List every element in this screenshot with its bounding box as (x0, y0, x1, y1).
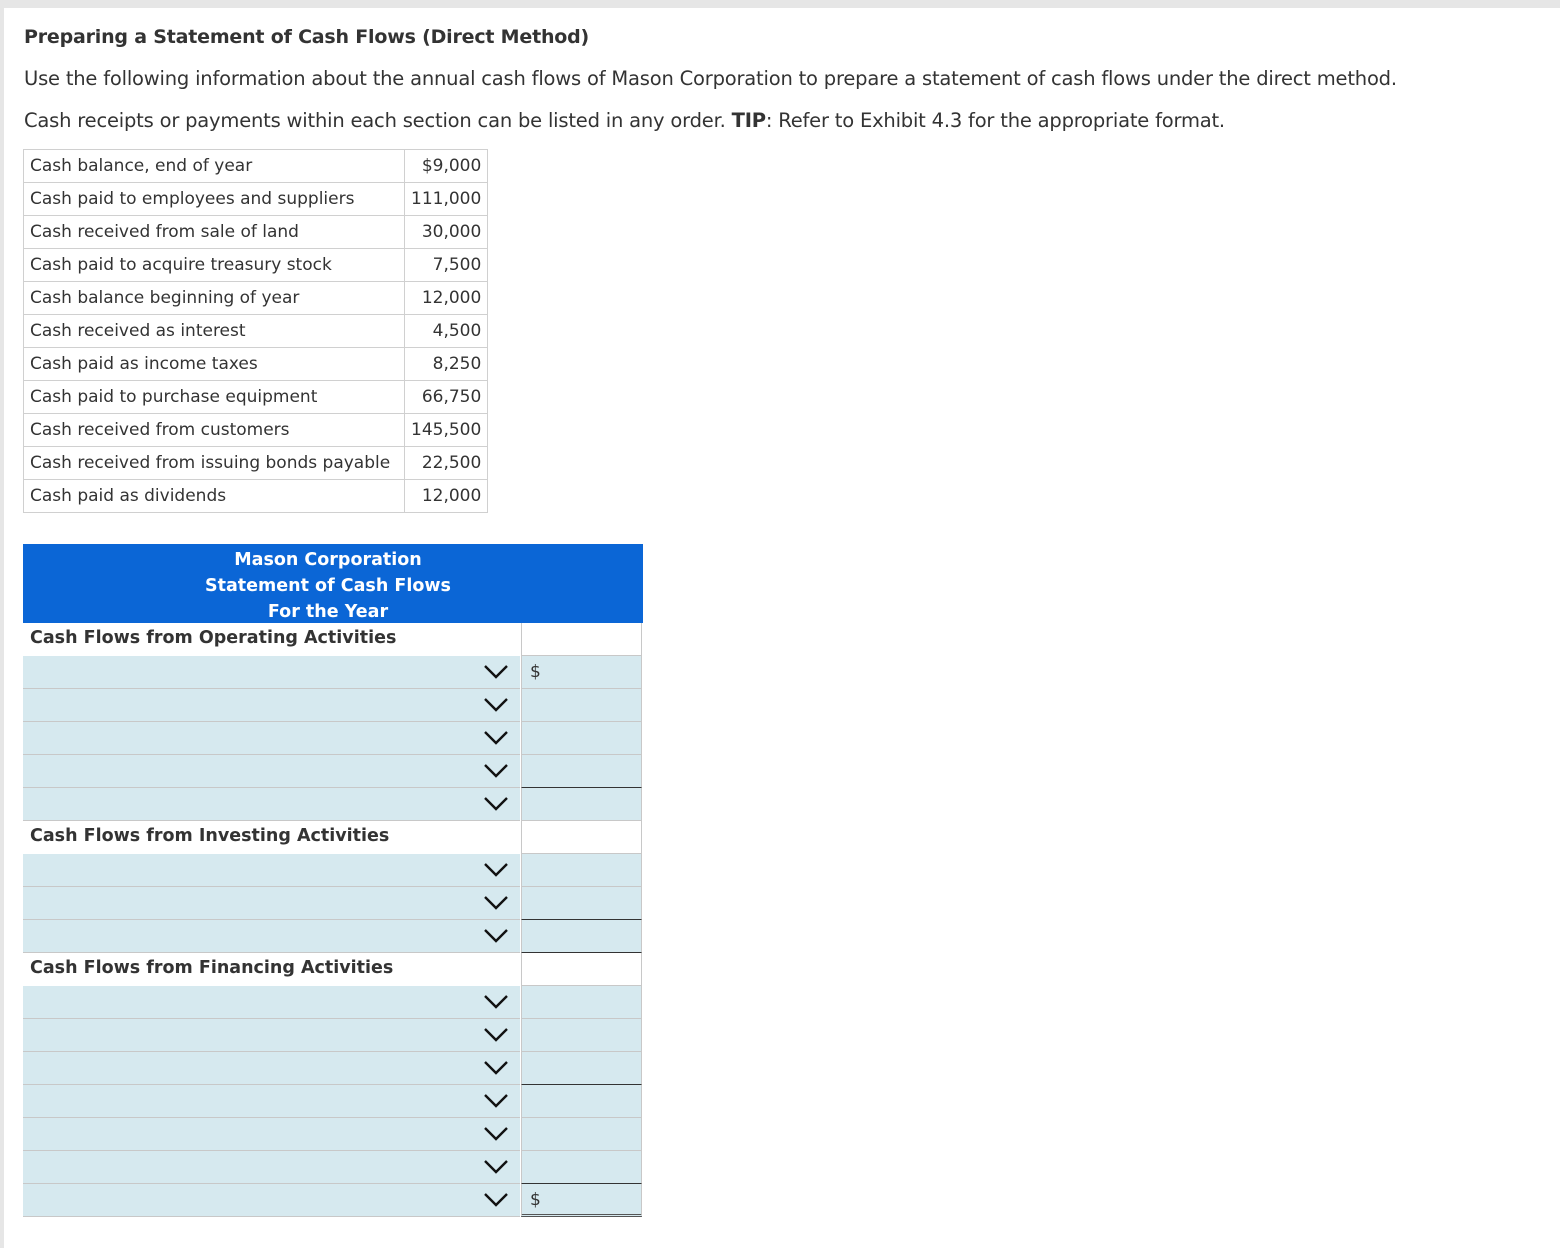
subtotal-input[interactable] (521, 1085, 642, 1118)
section-amount-cell (521, 821, 642, 854)
line-item-select[interactable] (23, 1085, 520, 1118)
table-row (24, 315, 488, 348)
line-item-select[interactable] (23, 1118, 520, 1151)
chevron-down-icon[interactable] (483, 1191, 509, 1209)
line-item-select[interactable] (23, 1019, 520, 1052)
investing-section-row (23, 821, 643, 854)
tip-label: TIP (731, 109, 766, 132)
statement-subtotal-line (23, 788, 643, 821)
cash-flow-statement (23, 544, 643, 1217)
given-amount: 30,000 (405, 216, 488, 249)
given-amount: 66,750 (405, 381, 488, 414)
amount-input[interactable] (521, 656, 642, 689)
table-row (24, 150, 488, 183)
given-amount: 12,000 (405, 480, 488, 513)
statement-subtotal-line (23, 920, 643, 953)
line-item-select[interactable] (23, 722, 520, 755)
section-label-cell (23, 953, 520, 985)
statement-line (23, 854, 643, 887)
line-item-select[interactable] (23, 920, 520, 953)
chevron-down-icon[interactable] (483, 795, 509, 813)
line-item-select[interactable] (23, 788, 520, 821)
given-amount: $9,000 (405, 150, 488, 183)
given-label: Cash balance beginning of year (24, 282, 405, 315)
statement-line (23, 1151, 643, 1184)
given-amount: 7,500 (405, 249, 488, 282)
statement-title: Statement of Cash Flows (205, 576, 451, 596)
amount-input[interactable] (521, 887, 642, 920)
statement-line (23, 1118, 643, 1151)
line-item-select[interactable] (23, 656, 520, 689)
amount-input[interactable] (521, 854, 642, 887)
section-label-cell (23, 821, 520, 853)
given-amount: 4,500 (405, 315, 488, 348)
statement-line (23, 1052, 643, 1085)
line-item-select[interactable] (23, 755, 520, 788)
chevron-down-icon[interactable] (483, 663, 509, 681)
given-amount: 8,250 (405, 348, 488, 381)
line-item-select[interactable] (23, 1052, 520, 1085)
currency-symbol: $ (530, 662, 541, 682)
given-label: Cash paid to employees and suppliers (24, 183, 405, 216)
statement-period: For the Year (267, 602, 389, 622)
financing-section-title: Cash Flows from Financing Activities (30, 958, 394, 978)
chevron-down-icon[interactable] (483, 927, 509, 945)
line-item-select[interactable] (23, 1184, 520, 1217)
table-row (24, 249, 488, 282)
given-label: Cash paid to purchase equipment (24, 381, 405, 414)
amount-input[interactable] (521, 755, 642, 788)
chevron-down-icon[interactable] (483, 1092, 509, 1110)
operating-section-title: Cash Flows from Operating Activities (30, 628, 397, 648)
table-row (24, 381, 488, 414)
subtotal-input[interactable] (521, 788, 642, 821)
line-item-select[interactable] (23, 887, 520, 920)
statement-line (23, 887, 643, 920)
amount-input[interactable] (521, 986, 642, 1019)
given-amount: 145,500 (405, 414, 488, 447)
given-label: Cash paid as dividends (24, 480, 405, 513)
chevron-down-icon[interactable] (483, 729, 509, 747)
amount-input[interactable] (521, 1019, 642, 1052)
amount-input[interactable] (521, 689, 642, 722)
tip-text: : Refer to Exhibit 4.3 for the appropriate format. (765, 109, 1225, 132)
amount-input[interactable] (521, 1118, 642, 1151)
statement-line (23, 656, 643, 689)
chevron-down-icon[interactable] (483, 861, 509, 879)
given-label: Cash paid to acquire treasury stock (24, 249, 405, 282)
amount-input[interactable] (521, 1052, 642, 1085)
financing-section-row (23, 953, 643, 986)
table-row (24, 447, 488, 480)
investing-section-title: Cash Flows from Investing Activities (30, 826, 390, 846)
given-data-table (23, 149, 488, 513)
statement-header (23, 544, 643, 623)
problem-instruction: Use the following information about the annual cash flows of Mason Corporation to prepare a statement of cash flows under the direct method. (24, 67, 1397, 90)
chevron-down-icon[interactable] (483, 1059, 509, 1077)
table-row (24, 183, 488, 216)
amount-input[interactable] (521, 722, 642, 755)
problem-title: Preparing a Statement of Cash Flows (Direct Method) (24, 26, 590, 48)
operating-section-row (23, 623, 643, 656)
statement-line (23, 689, 643, 722)
line-item-select[interactable] (23, 1151, 520, 1184)
statement-total-line (23, 1184, 643, 1217)
table-row (24, 348, 488, 381)
amount-input[interactable] (521, 1151, 642, 1184)
section-amount-cell (521, 953, 642, 986)
chevron-down-icon[interactable] (483, 1125, 509, 1143)
given-amount: 111,000 (405, 183, 488, 216)
problem-tip (24, 109, 1225, 132)
section-label-cell (23, 623, 520, 655)
given-label: Cash received from issuing bonds payable (24, 447, 405, 480)
section-amount-cell (521, 623, 642, 656)
given-label: Cash balance, end of year (24, 150, 405, 183)
table-row (24, 216, 488, 249)
tip-lead: Cash receipts or payments within each section can be listed in any order. (24, 109, 732, 132)
line-item-select[interactable] (23, 854, 520, 887)
chevron-down-icon[interactable] (483, 1026, 509, 1044)
statement-company: Mason Corporation (234, 550, 422, 570)
line-item-select[interactable] (23, 689, 520, 722)
statement-header-lines (23, 547, 643, 625)
chevron-down-icon[interactable] (483, 762, 509, 780)
given-amount: 22,500 (405, 447, 488, 480)
chevron-down-icon[interactable] (483, 993, 509, 1011)
chevron-down-icon[interactable] (483, 696, 509, 714)
given-label: Cash received from sale of land (24, 216, 405, 249)
given-label: Cash paid as income taxes (24, 348, 405, 381)
statement-line (23, 755, 643, 788)
chevron-down-icon[interactable] (483, 1158, 509, 1176)
given-label: Cash received from customers (24, 414, 405, 447)
table-row (24, 282, 488, 315)
currency-symbol: $ (530, 1190, 541, 1210)
statement-line (23, 1019, 643, 1052)
subtotal-input[interactable] (521, 920, 642, 953)
statement-line (23, 986, 643, 1019)
chevron-down-icon[interactable] (483, 894, 509, 912)
table-row (24, 414, 488, 447)
line-item-select[interactable] (23, 986, 520, 1019)
statement-subtotal-line (23, 1085, 643, 1118)
total-amount-input[interactable] (521, 1184, 642, 1217)
given-label: Cash received as interest (24, 315, 405, 348)
table-row (24, 480, 488, 513)
given-amount: 12,000 (405, 282, 488, 315)
statement-line (23, 722, 643, 755)
